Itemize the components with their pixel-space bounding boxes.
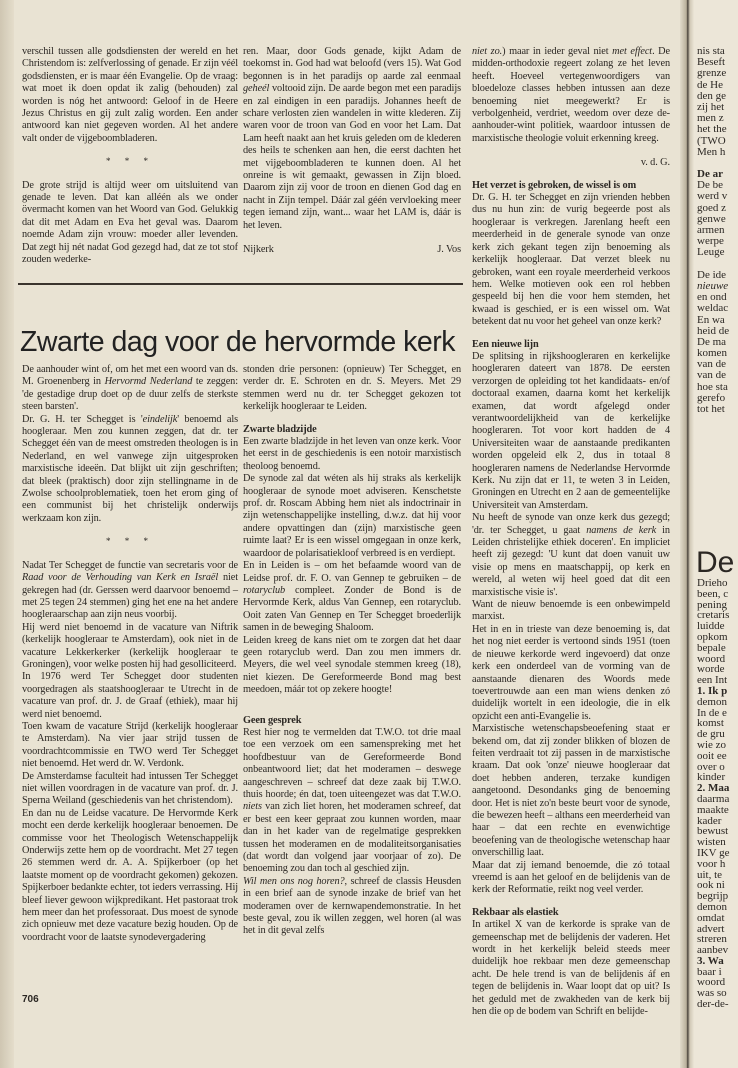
section-break-stars: * * * bbox=[106, 156, 154, 167]
paragraph: Marxistische wetenschapsbeoefening staat er bekend om, dat zij zonder blikken of blozen de feiten verdraait tot zij passen in de marxistische kraam. Dat ook 'onze' nieuwe hoogleraar dat doet hebben anderen, terzake kundigen aangetoond. Desondanks ging de benoeming door. Het is niet zo'n beste beurt voor de synode, die bewezen heeft – althans een meerderheid van haar – dat een rechte en evenwichtige beoefening van de theologische wetenschap haar onverschillig laat. bbox=[472, 723, 670, 859]
page-edge-shadow bbox=[0, 0, 14, 1068]
signature-author: J. Vos bbox=[437, 244, 461, 256]
facing-page-line: wisten bbox=[697, 836, 726, 849]
facing-page-line: aanbev bbox=[697, 944, 729, 957]
paragraph: Leiden kreeg de kans niet om te zorgen dat het daar geen rotaryclub werd. Dan zou men immers dr. Meyers, die wel veel synodale stemmen kreeg (18), niet kiezen. De Gereformeerde Bond mag best meedoen, máár tot op zekere hoogte! bbox=[243, 634, 461, 696]
facing-page-line: luidde bbox=[697, 620, 725, 633]
facing-page-heading: De bbox=[696, 546, 735, 579]
paragraph: In artikel X van de kerkorde is sprake van de gemeenschap met de belijdenis der vaderen. Het wordt in het kerkelijk beleid steeds meer duidelijk hoe rekbaar men deze gemeenschap acht. De hele trend is van de belijdenis áf en tegen de belijdenis in. Waar loopt dat op uit? Is het geduld met de zwakheden van de kerk bij hen die op de bodem van Schrift en belijde- bbox=[472, 919, 670, 1018]
facing-page-line: het the bbox=[697, 123, 727, 136]
facing-page-line: 2. Maa bbox=[697, 782, 730, 795]
paragraph: De grote strijd is altijd weer om uitsluitend van genade te leven. Dat kan alléén als we onder övermacht komen van het Woord van God. Gelukkig dat dit met Adam en Eva het geval was. Daarom noemde Adam zijn vrouw: moeder aller levenden. Dat zegt hij nét nadat God gezegd had, dat ze tot stof zouden wederke- bbox=[22, 179, 238, 266]
facing-page-line: De ide bbox=[697, 268, 727, 281]
italic-text: Raad voor de Verhouding van Kerk en Israël bbox=[22, 572, 219, 584]
paragraph: Want de nieuw benoemde is een onbewimpeld marxist. bbox=[472, 599, 670, 623]
top-column-2-body bbox=[243, 46, 461, 232]
facing-page-line: streren bbox=[697, 933, 727, 946]
facing-page-line: baar i bbox=[697, 965, 722, 978]
signature-place: Nijkerk bbox=[243, 244, 274, 256]
facing-page-line: Drieho bbox=[697, 577, 728, 589]
facing-page-line: In de e bbox=[697, 706, 727, 719]
top-column-2 bbox=[243, 46, 461, 257]
paragraph: Toen kwam de vacature Strijd (kerkelijk hoogleraar te Amsterdam). Na vier jaar strijd tussen de voordrachtcommissie en TWO werd Ter Schegget niet benoemd. Het werd dr. W. Verdonk. bbox=[22, 720, 238, 770]
subheading: Geen gesprek bbox=[243, 714, 302, 726]
section-break-stars: * * * bbox=[106, 536, 154, 547]
facing-page-line: uit, te bbox=[697, 868, 723, 881]
top-column-1 bbox=[22, 46, 238, 267]
facing-page-line: cretaris bbox=[697, 609, 730, 622]
facing-page-line: pening bbox=[697, 598, 727, 611]
italic-text: namens de kerk bbox=[586, 524, 657, 536]
facing-page-line: En wa bbox=[697, 313, 725, 326]
facing-page-line: bewust bbox=[697, 825, 729, 838]
facing-page-line: demon bbox=[697, 900, 727, 913]
facing-page-line: tot het bbox=[697, 403, 725, 415]
facing-page-line: nis sta bbox=[697, 45, 725, 57]
facing-page-line: weldac bbox=[697, 302, 729, 315]
facing-page-line: een Int bbox=[697, 674, 728, 687]
section-divider bbox=[18, 283, 463, 285]
facing-page-line: ooit ee bbox=[697, 749, 727, 762]
paragraph: In 1976 werd Ter Schegget door studenten voorgedragen als staatshoogleraar te Utrecht in de vacature van prof. dr. J. de Graaf (ethiek), maar hij werd niet benoemd. bbox=[22, 671, 238, 720]
facing-page-line: men z bbox=[697, 112, 724, 125]
facing-page-lower-text bbox=[697, 578, 729, 1010]
facing-page-line: woord bbox=[697, 976, 726, 989]
paragraph: Dr. G. H. ter Schegget is 'eindelijk' benoemd als hoogleraar. Men zou kunnen zeggen, dat dr. ter Schegget één van de meest omstreden theologen is in Nederland, en wel vanwege zijn uitgesproken marxistische ideeën. Dat blijkt uit zijn geschriften; dat bleek (praktisch) door zijn stellingname in de Zwolse schoolproblematiek, toen het erom ging of een communist bij het christelijk onderwijs werkzaam kon zijn. bbox=[22, 413, 238, 524]
paragraph: En in Leiden is – om het befaamde woord van de Leidse prof. dr. F. O. van Gennep te gebruiken – de rotaryclub compleet. Zonder de Bond is de Hervormde Kerk, aldus Van Gennep, een rotaryclub. Ooit zaten Van Gennep en Ter Schegget broederlijk samen in de beweging Shaloom. bbox=[243, 560, 461, 634]
facing-page-line: komst bbox=[697, 717, 724, 730]
paragraph: De splitsing in rijkshoogleraren en kerkelijke hoogleraren dateert van 1878. De eersten verzorgen de opleiding tot het kandidaats- en/of doctoraal examen, daarna komt het kerkelijk examen, dat wordt afgelegd onder verantwoordelijkheid van de kerkelijke hoogleraren. Tot voor kort hadden de 4 Universiteiten waar de aanstaande predikanten worden opgeleid elk 2, dus in totaal 8 hoogleraren namens de Nederlandse Hervormde Kerk. Nu zijn dat er 11, te weten 3 in Leiden, Groningen en Utrecht en 2 aan de gemeentelijke Universiteit van Amsterdam. bbox=[472, 350, 670, 511]
facing-page-line: voor h bbox=[697, 857, 726, 870]
paragraph: Rest hier nog te vermelden dat T.W.O. tot drie maal toe een verzoek om een samenspreking met het hoofdbestuur van de Gereformeerde Bond onbeantwoord liet; dat het moderamen – deswege aangeschreven – schreef dat deze zaak bij T.W.O. thuis hoorde; én dat, toen uiteengezet was dat T.W.O. niets van zich liet horen, het moderamen schreef, dat er best een keer gepraat zou kunnen worden, maar dan in het kader van de regelmatige gesprekken tussen het moderamen en de modaliteitsorganisaties (dat wordt dan volgend jaar voorjaar of zo). De benoeming zou dan toch al geschied zijn. bbox=[243, 726, 461, 875]
facing-page-line: van de bbox=[697, 358, 727, 371]
paragraph: Wil men ons nog horen?, schreef de classis Heusden in een brief aan de synode inzake de brief van het moderamen over de kernwapendemonstratie. In het beste geval, zou ik willen zeggen, wel horen (al was het in dit geval zelfs bbox=[243, 875, 461, 937]
facing-page-line: De ar bbox=[697, 168, 723, 181]
italic-text: met effect bbox=[612, 46, 653, 57]
facing-page-line: bepale bbox=[697, 641, 726, 654]
facing-page-line: werd v bbox=[697, 190, 728, 203]
facing-page-line: begrijp bbox=[697, 890, 729, 903]
facing-page-line: Men h bbox=[697, 145, 726, 158]
italic-text: rotaryclub bbox=[243, 584, 286, 596]
signature bbox=[243, 244, 461, 256]
facing-page-line: daarma bbox=[697, 792, 730, 805]
facing-page-line: Leuge bbox=[697, 246, 725, 259]
facing-page-line: was so bbox=[697, 987, 727, 1000]
paragraph: Hij werd niet benoemd in de vacature van Niftrik (kerkelijk hoogleraar te Amsterdam), ook niet in de vacature Lekkerkerker (kerkelijk hoogleraar te Groningen), voor welke posten hij had gesolliciteerd. bbox=[22, 621, 238, 670]
facing-page-line: over o bbox=[697, 760, 725, 773]
facing-page-line: worde bbox=[697, 663, 725, 676]
facing-page-line: demon bbox=[697, 695, 727, 708]
paragraph: niet zo.) maar in ieder geval niet met effect. De midden-orthodoxie regeert zolang ze het leven heeft. Hoeveel vertegenwoordigers van bloedeloze classes hebben intussen aan deze benoeming niet meegewerkt? Er is verbolgenheid, verdriet, weedom over deze de-aanhouder-wint politiek, waardoor intussen de marxistische theologie voluit erkenning kreeg. bbox=[472, 46, 670, 144]
paragraph: De aanhouder wint of, om het met een woord van ds. M. Groenenberg in Hervormd Nederland te zeggen: 'de gestadige drup doet op de duur zelfs de sterkste steen barsten'. bbox=[22, 364, 238, 413]
paragraph: Een zwarte bladzijde in het leven van onze kerk. Voor het eerst in de geschiedenis is een notoir marxistisch theoloog benoemd. bbox=[243, 436, 461, 472]
facing-page-upper-text bbox=[697, 46, 729, 415]
paragraph: En dan nu de Leidse vacature. De Hervormde Kerk mocht een derde kerkelijk hoogleraar benoemen. De commisse voor het Theologisch Wetenschappelijk Onderwijs zette hem op de voordracht. Met 27 tegen 26 stemmen werd dr. A. A. Spijkerboer (op het laatste moment op de voordracht gekomen) gekozen. Spijkerboer bedankte echter, tot ieders verrassing. Hij bleef liever gewoon wijkpredikant. Het pastoraat trok hem meer dan het professoraat. Dus moest de synode zich opnieuw met deze vacature bezig houden. Op de voordracht voor de laatste synodevergadering bbox=[22, 807, 238, 943]
facing-page-line: kader bbox=[697, 814, 722, 827]
italic-text: geheél bbox=[243, 83, 270, 95]
facing-page-line: opkom bbox=[697, 630, 728, 643]
facing-page-line: 3. Wa bbox=[697, 954, 724, 967]
paragraph: stonden drie personen: (opnieuw) Ter Schegget, en verder dr. E. Schroten en dr. S. Meyers. Met 29 stemmen werd nu dr. ter Schegget gekozen tot kerkelijk hoogleraar te Leiden. bbox=[243, 364, 461, 413]
paragraph: Nu heeft de synode van onze kerk dus gezegd; 'dr. ter Schegget, u gaat namens de kerk in Leiden christelijke ethiek doceren'. En impliciet heeft zij gezegd: 'U kunt dat doen vanuit uw visie op mens en maatschappij, op kerk en wereld, al weten wij heel goed dat dit een marxistische visie is'. bbox=[472, 512, 670, 598]
paragraph: ren. Maar, door Gods genade, kijkt Adam de toekomst in. God had wat beloofd (vers 15). Wat God begonnen is in het paradijs op aarde zal eenmaal geheél voltooid zijn. De aarde begon met een paradijs en zal eindigen in een paradijs. Johannes heeft de schare verlosten zien wandelen in witte klederen. Zij waren voor de troon van God en voor het Lam. Dat Lam heeft naakt aan het kruis geleden om de klederen des heils te schenken aan hen, die eerst dachten het met vijgeboombladeren te kunnen doen. Al het onreine is wit gemaakt, gewassen in Zijn bloed. Daarom zijn zij voor de troon en dienen God dag en nacht in Zijn tempel. Dáár zal géén vervloeking meer tegen iemand zijn, want... waar het LAM is, dáár is het leven. bbox=[243, 46, 461, 231]
facing-page-line: hoe sta bbox=[697, 380, 728, 393]
page-number: 706 bbox=[22, 994, 39, 1005]
facing-page-line: de He bbox=[697, 78, 723, 91]
facing-page-line: been, c bbox=[697, 587, 729, 600]
facing-page-line: 1. Ik p bbox=[697, 684, 728, 697]
facing-page-line: goed z bbox=[697, 201, 727, 214]
italic-text: Wil men ons nog horen? bbox=[243, 875, 345, 887]
facing-page-line: werpe bbox=[697, 235, 724, 248]
paragraph: Het in en in trieste van deze benoeming is, dat het nog niet eerder is vertoond sinds 1951 (toen de nieuwe kerkorde werd ingevoerd) dat onze kerk een onderdeel van de vorming van de aanstaande dienaren des Woords mede toevertrouwde aan een man wiens denken zó duidelijk wortelt in een ideologie, die in elk opzicht een anti-Evangelie is. bbox=[472, 623, 670, 722]
column-3 bbox=[472, 46, 670, 1018]
facing-page-line: heid de bbox=[697, 324, 730, 337]
article-column-2 bbox=[243, 364, 461, 938]
facing-page-line: armen bbox=[697, 224, 725, 236]
facing-page-line: der-de- bbox=[697, 998, 729, 1011]
facing-page bbox=[694, 0, 738, 1068]
subheading: Het verzet is gebroken, de wissel is om bbox=[472, 179, 637, 191]
facing-page-line: maakte bbox=[697, 803, 729, 816]
italic-text: niet zo. bbox=[472, 46, 503, 57]
page-gutter-fold bbox=[680, 0, 694, 1068]
author-initials: v. d. G. bbox=[640, 157, 670, 169]
facing-page-line: wie zo bbox=[697, 738, 727, 751]
paragraph: Nadat Ter Schegget de functie van secretaris voor de Raad voor de Verhouding van Kerk en Israël niet gekregen had (dr. Gerssen werd daarvoor benoemd – met 25 tegen 24 stemmen) ging het ene na het andere hoogleraarschap aan zijn neus voorbij. bbox=[22, 559, 238, 621]
facing-page-line: IKV ge bbox=[697, 846, 730, 859]
facing-page-line: den ge bbox=[697, 89, 727, 102]
facing-page-line: woord bbox=[697, 652, 726, 665]
facing-page-line: nieuwe bbox=[697, 279, 729, 292]
article-column-1 bbox=[22, 364, 238, 944]
facing-page-line: advert bbox=[697, 922, 725, 935]
italic-text: eindelijk bbox=[142, 413, 178, 425]
facing-page-line: ook ni bbox=[697, 879, 725, 892]
facing-page-line: de gru bbox=[697, 728, 725, 741]
facing-page-line: omdat bbox=[697, 911, 725, 924]
facing-page-line: De be bbox=[697, 179, 723, 192]
italic-text: Hervormd Nederland bbox=[104, 376, 193, 388]
facing-page-line: en ond bbox=[697, 291, 727, 304]
article-headline: Zwarte dag voor de hervormde kerk bbox=[20, 326, 455, 358]
paragraph: De Amsterdamse faculteit had intussen Ter Schegget niet willen voordragen in de vacature van prof. dr. J. Sperna Weiland (geschiedenis van het christendom). bbox=[22, 770, 238, 807]
facing-page-line: (TWO bbox=[697, 134, 726, 147]
paragraph: Maar dat zij iemand benoemde, die zó totaal vreemd is aan het geloof en de belijdenis van de kerk der Reformatie, reikt nog veel verder. bbox=[472, 859, 670, 896]
subheading: Een nieuwe lijn bbox=[472, 338, 539, 350]
facing-page-line: van de bbox=[697, 369, 727, 382]
subheading: Rekbaar als elastiek bbox=[472, 906, 559, 918]
facing-page-line: De ma bbox=[697, 335, 727, 348]
facing-page-line: grenze bbox=[697, 67, 727, 80]
paragraph: De synode zal dat wéten als hij straks als kerkelijk hoogleraar de synode moet adviseren. Kenschetste prof. dr. Roscam Abbing hem niet als indoctrinair in zijn wetenschappelijke instelling, d.w.z. dat hij voor andere opvattingen dan (zijn) marxistische geen ruimte laat? Er is een wissel omgegaan in onze kerk, waardoor de polarisatiekloof verbreed is en verdiept. bbox=[243, 473, 461, 559]
facing-page-line: genwe bbox=[697, 212, 726, 225]
facing-page-line: komen bbox=[697, 347, 727, 360]
italic-text: niets bbox=[243, 801, 262, 813]
facing-page-line: gerefo bbox=[697, 391, 726, 404]
subheading: Zwarte bladzijde bbox=[243, 423, 317, 435]
facing-page-line: zij het bbox=[697, 100, 725, 113]
paragraph: verschil tussen alle godsdiensten der wereld en het Christendom is: zelfverlossing of genade. Er zijn véél godsdiensten, er is maar één Evangelie. Op de vraag: wat moet ik doen opdat ik zalig (behouden) zal worden is nóg het antwoord: Geloof in de Heere Jezus Christus en gij zult zalig worden. Een ander antwoord kan niet gegeven worden. Al het andere valt onder de vijgeboombladeren. bbox=[22, 46, 238, 144]
paragraph: Dr. G. H. ter Schegget en zijn vrienden hebben dus nu hun zin: de vurig begeerde post als hoogleraar is verkregen. Jarenlang heeft een meerderheid in de generale synode van onze kerk zich gekant tegen zijn benoeming als kerkelijk hoogleraar. Dat verzet bleek nu gebroken, want een royale meerderheid verkoos hem. Welke motieven ook een rol hebben gespeeld bij hen die voor hem stemden, het kwaad is geschied, er is een wissel om. Wat betekent dat nu voor het geheel van onze kerk? bbox=[472, 192, 670, 328]
facing-page-line: kinder bbox=[697, 771, 726, 784]
facing-page-line: Beseft bbox=[697, 56, 726, 69]
